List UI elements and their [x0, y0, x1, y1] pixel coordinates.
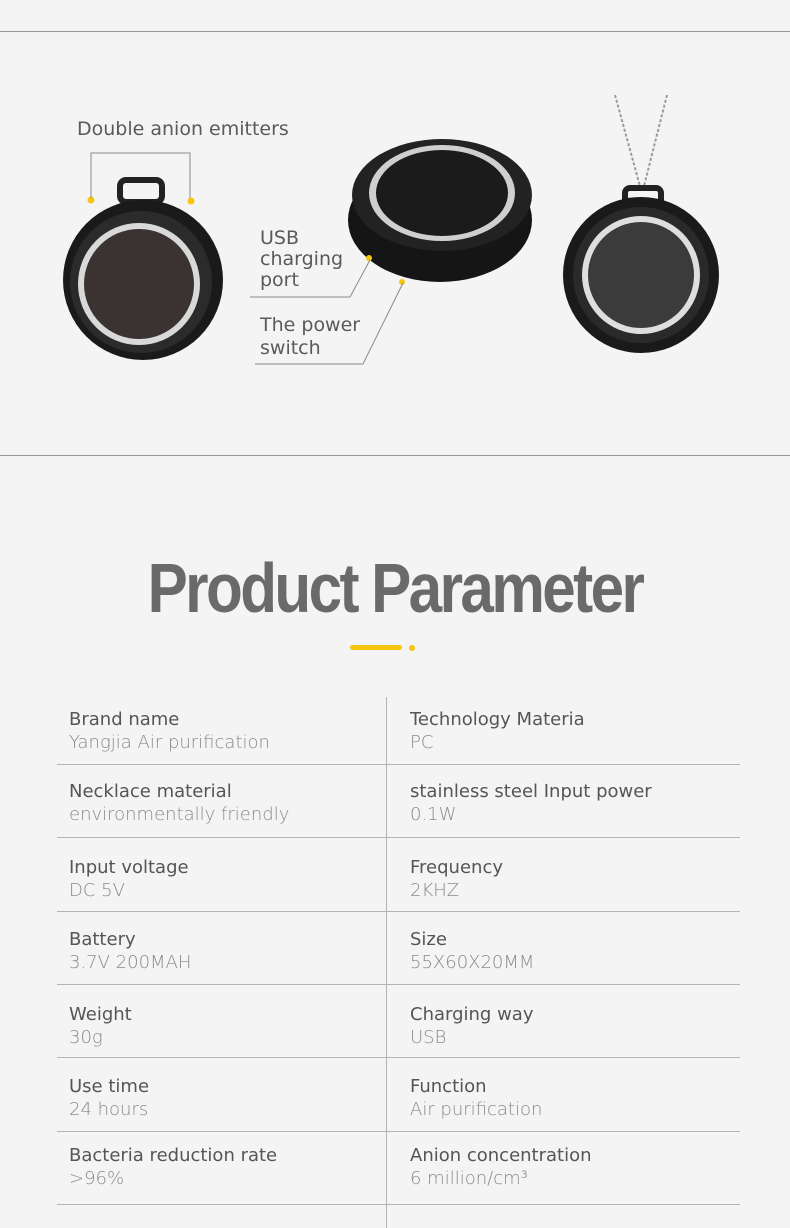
- usb-callout-line3: port: [260, 269, 299, 291]
- top-divider: [0, 31, 790, 32]
- param-value: DC 5V: [69, 880, 125, 901]
- param-value: PC: [410, 732, 434, 753]
- table-row: [57, 985, 740, 1058]
- param-value: environmentally friendly: [69, 804, 290, 825]
- param-value: 30g: [69, 1027, 103, 1048]
- param-value: 3.7V 200MAH: [69, 952, 192, 973]
- param-value: Air purification: [410, 1099, 543, 1120]
- param-label: Use time: [69, 1076, 150, 1097]
- usb-port-callout: [260, 228, 343, 291]
- param-value: 6 million/cm³: [410, 1168, 528, 1189]
- param-cell: [69, 780, 289, 826]
- param-label: Frequency: [410, 857, 503, 878]
- power-callout-line2: switch: [260, 337, 321, 359]
- param-label: Input voltage: [69, 857, 189, 878]
- usb-callout-line1: USB: [260, 227, 300, 249]
- param-label: stainless steel Input power: [410, 781, 652, 802]
- middle-divider: [0, 455, 790, 456]
- param-label: Battery: [69, 929, 136, 950]
- param-label: Weight: [69, 1004, 132, 1025]
- title-accent-line: [350, 645, 402, 650]
- param-label: Bacteria reduction rate: [69, 1145, 278, 1166]
- param-cell: [410, 928, 534, 974]
- table-row: [57, 1132, 740, 1205]
- table-row: [57, 838, 740, 912]
- param-cell: [69, 708, 270, 754]
- param-value: 55X60X20MM: [410, 952, 535, 973]
- param-cell: [69, 1144, 277, 1190]
- usb-callout-line2: charging: [260, 248, 344, 270]
- param-cell: [410, 1075, 542, 1121]
- param-cell: [410, 1003, 533, 1049]
- param-label: Charging way: [410, 1004, 534, 1025]
- param-label: Anion concentration: [410, 1145, 592, 1166]
- power-callout-line1: The power: [260, 314, 361, 336]
- device-pendant-image: [555, 95, 725, 360]
- param-cell: [69, 1075, 149, 1121]
- param-label: Brand name: [69, 709, 180, 730]
- anion-callout-bracket: [88, 150, 194, 200]
- anion-emitters-callout: Double anion emitters: [77, 118, 289, 140]
- table-row: [57, 765, 740, 838]
- param-cell: [69, 856, 189, 902]
- param-cell: [410, 780, 652, 826]
- param-value: USB: [410, 1027, 447, 1048]
- param-label: Function: [410, 1076, 487, 1097]
- param-value: 2KHZ: [410, 880, 460, 901]
- param-value: 0.1W: [410, 804, 457, 825]
- param-cell: [69, 1003, 132, 1049]
- param-value: 24 hours: [69, 1099, 149, 1120]
- param-label: Necklace material: [69, 781, 232, 802]
- param-value: Yangjia Air purification: [69, 732, 270, 753]
- title-accent-dot: [409, 645, 415, 651]
- power-switch-callout: [260, 314, 360, 360]
- param-label: Technology Materia: [410, 709, 585, 730]
- param-cell: [410, 856, 503, 902]
- param-cell: [410, 708, 585, 754]
- table-row: [57, 912, 740, 985]
- param-cell: [69, 928, 191, 974]
- param-label: Size: [410, 929, 447, 950]
- param-cell: [410, 1144, 592, 1190]
- section-title: Product Parameter: [147, 549, 643, 627]
- table-row: [57, 1058, 740, 1132]
- param-value: >96%: [69, 1168, 125, 1189]
- table-row: [57, 697, 740, 765]
